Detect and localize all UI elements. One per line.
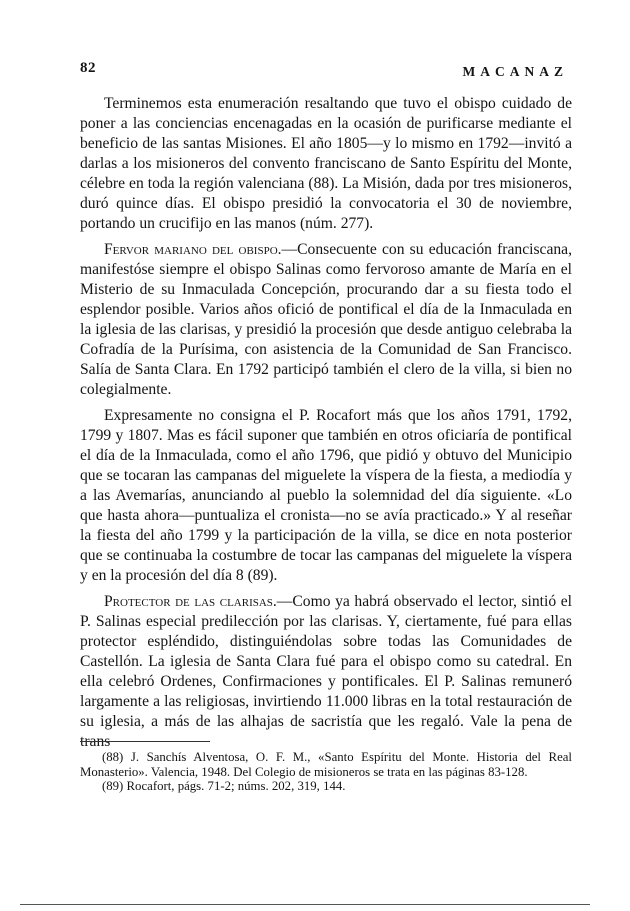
- page-number: 82: [80, 60, 96, 76]
- page-header: [80, 60, 568, 82]
- footnote-separator: [80, 741, 210, 742]
- running-head: MACANAZ: [462, 64, 568, 79]
- footnotes: [80, 750, 572, 794]
- paragraph-rocafort: [80, 406, 572, 586]
- paragraph-protector: [80, 592, 572, 752]
- footnote-88: (88) J. Sanchís Alventosa, O. F. M., «Santo Espíritu del Monte. Historia del Real Monasterio». Valencia, 1948. Del Colegio de misioneros se trata en las páginas 83-128.: [80, 750, 572, 779]
- section-heading: Fervor mariano del obispo: [104, 241, 278, 258]
- footnote-89: (89) Rocafort, págs. 71-2; núms. 202, 319, 144.: [102, 779, 346, 793]
- body-text: [80, 94, 572, 758]
- paragraph-marian-devotion: [80, 240, 572, 400]
- paragraph-text: Terminemos esta enumeración resaltando que tuvo el obispo cuidado de poner a las conciencias encenagadas en la ocasión de purificarse mediante el beneficio de las santas Misiones. El año 1805—y lo mismo en 1792—invitó a darlas a los misioneros del convento franciscano de Santo Espíritu del Monte, célebre en toda la región valenciana (88). La Misión, dada por tres misioneros, duró quince días. El obispo presidió la convocatoria el 30 de noviembre, portando un crucifijo en las manos (núm. 277).: [80, 95, 572, 232]
- section-heading: Protector de las clarisas: [104, 593, 273, 610]
- paragraph-text: .—Consecuente con su educación franciscana, manifestóse siempre el obispo Salinas como fervoroso amante de María en el Misterio de su Inmaculada Concepción, procurando dar a su fiesta todo el esplendor posible. Varios años ofició de pontifical el día de la Inmaculada en la iglesia de las clarisas, y presidió la procesión que desde antiguo celebraba la Cofradía de la Purísima, con asistencia de la Comunidad de San Francisco. Salía de Santa Clara. En 1792 participó también el clero de la villa, si bien no colegialmente.: [80, 241, 572, 398]
- paragraph-missions: [80, 94, 572, 234]
- paragraph-text: .—Como ya habrá observado el lector, sintió el P. Salinas especial predilección por las clarisas. Y, ciertamente, fué para ellas protector espléndido, distinguiéndolas sobre todas las Comunidades de Castellón. La iglesia de Santa Clara fué para el obispo como su catedral. En ella celebró Ordenes, Confirmaciones y pontificales. El P. Salinas remuneró largamente a las religiosas, invirtiendo 11.000 libras en la total restauración de su iglesia, a más de las alhajas de sacristía que les regaló. Vale la pena de trans: [80, 593, 572, 750]
- page-bottom-edge: [20, 904, 590, 905]
- paragraph-text: Expresamente no consigna el P. Rocafort más que los años 1791, 1792, 1799 y 1807. Mas es fácil suponer que también en otros oficiaría de pontifical el día de la Inmaculada, como el año 1796, que pidió y obtuvo del Municipio que se tocaran las campanas del miguelete la víspera de la fiesta, a mediodía y a las Avemarías, anunciando al pueblo la solemnidad del día siguiente. «Lo que hasta ahora—puntualiza el cronista—no se avía practicado.» Y al reseñar la fiesta del año 1799 y la participación de la villa, se dice en nota posterior que se continuaba la costumbre de tocar las campanas del miguelete la víspera y en la procesión del día 8 (89).: [80, 407, 572, 584]
